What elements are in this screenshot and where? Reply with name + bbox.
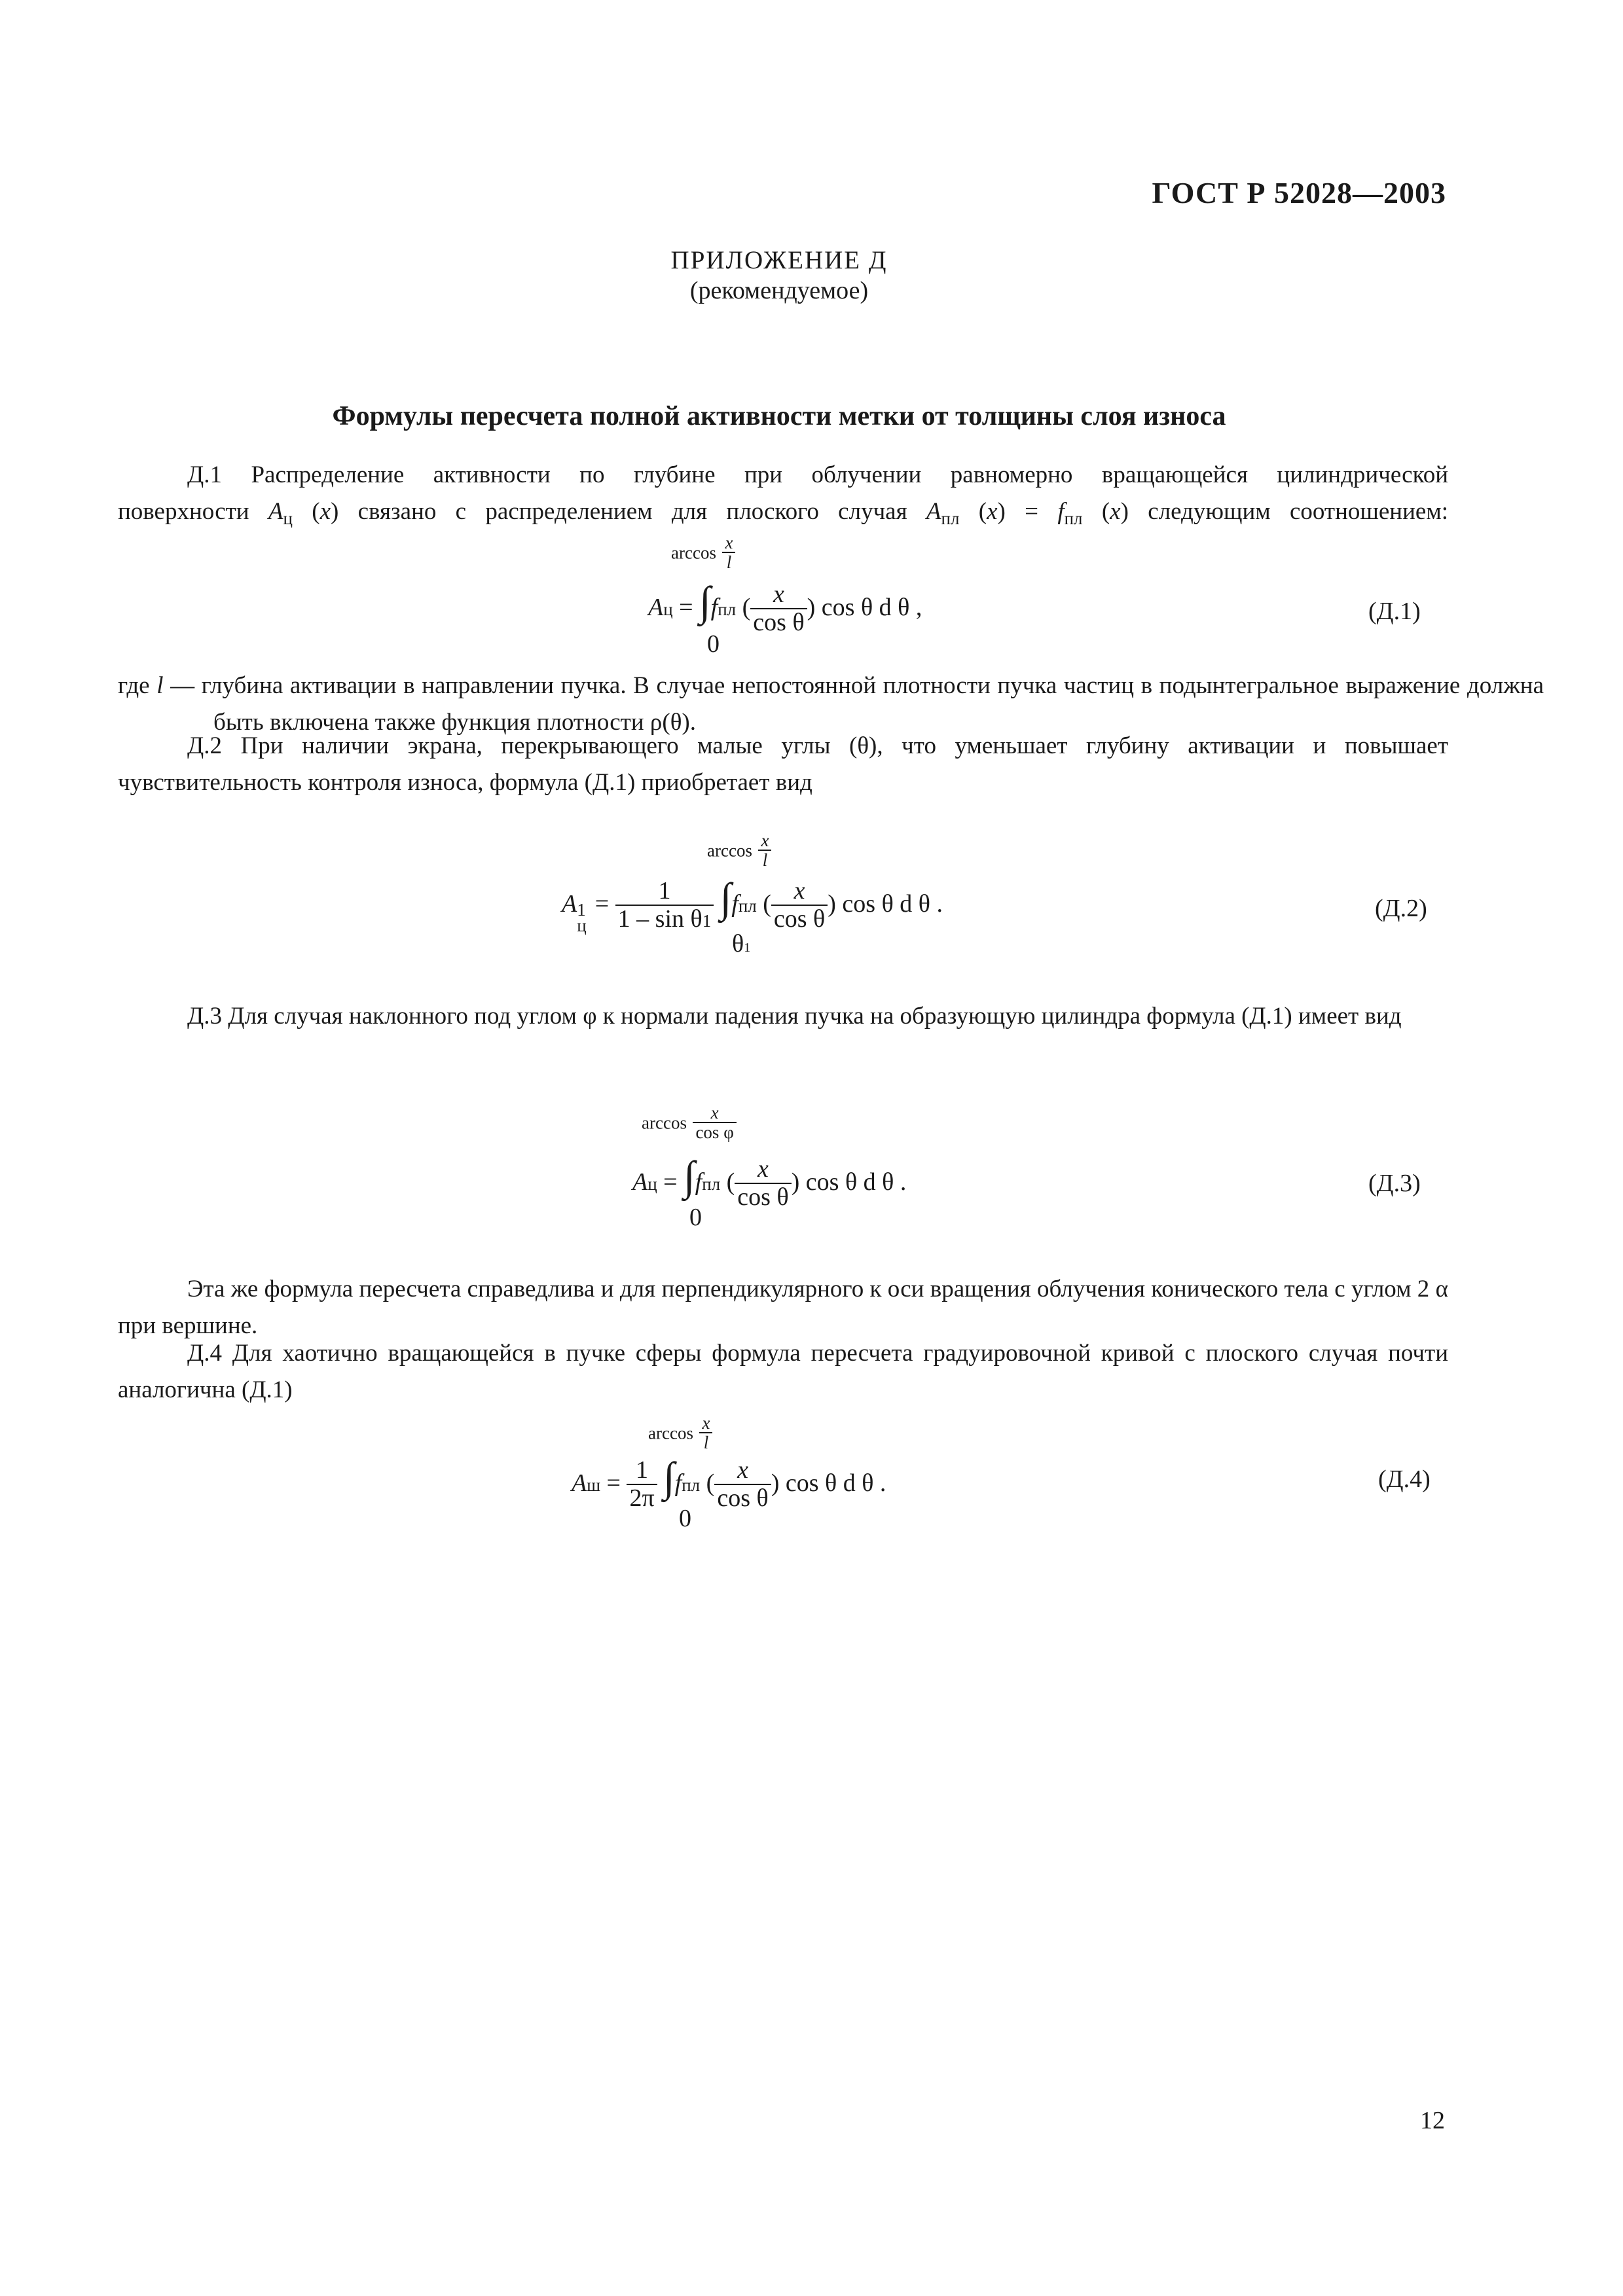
integrand-fraction [750,582,807,637]
integrand-sub: пл [702,1174,721,1194]
frac-num: x [722,533,735,553]
equals-sign: = [679,594,693,621]
arccos-label: arccos [671,543,716,563]
formula-d2-lower-limit [732,929,750,958]
frac-den: l [703,1433,709,1453]
arccos-label: arccos [642,1113,687,1133]
formula-d3: Aц = ∫fпл ( $\frac{x}{\text{cos θ}}$ ) cos θ d θ . [632,1153,907,1211]
formula-d1-lower-limit: 0 [707,630,720,658]
formula-d3-lower-limit: 0 [689,1204,702,1231]
formula-tail: ) cos θ d θ . [791,1168,907,1196]
upper-limit-fraction [758,831,771,870]
integrand-fraction [771,878,828,933]
math-sub: пл [941,509,960,528]
frac-num: x [758,831,771,851]
math-A: A [268,498,283,525]
equation-number: (Д.2) [1375,895,1427,922]
math-sub: пл [1064,509,1083,528]
frac-num: x [771,878,828,906]
arccos-label: arccos [648,1423,693,1443]
formula-tail: ) cos θ d θ , [807,594,922,621]
integrand-f: f [674,1469,682,1497]
frac-num: 1 [627,1458,657,1485]
formula-d1-upper-limit [671,533,735,573]
integrand-sub: пл [682,1475,701,1495]
lhs-symbol: A [648,594,664,621]
math-A: A [926,498,941,525]
page-number: 12 [1420,2107,1445,2134]
coefficient-fraction [627,1458,657,1513]
formula-d4-upper-limit [648,1414,712,1453]
formula-d1: Aц = ∫fпл ( $\frac{x}{\text{cos θ}}$ ) cos θ d θ , [648,578,922,637]
frac-den: l [762,850,768,870]
integrand-sub: пл [738,896,757,916]
frac-den: cos θ [753,609,805,637]
integrand-fraction [714,1458,771,1513]
paragraph-d4: Д.4 Для хаотично вращающейся в пучке сферы формула пересчета градуировочной кривой с плоского случая почти аналогична (Д.1) [118,1340,1448,1403]
integrand-f: f [710,594,718,621]
equals-sign: = [663,1168,678,1196]
frac-den-text: 1 – sin θ [617,905,702,933]
integral-sign: ∫ [720,874,732,921]
text-fragment: где [118,672,157,699]
section-title: Формулы пересчета полной активности метки от толщины слоя износа [332,401,1226,431]
lhs-symbol: A [572,1469,587,1497]
lower-limit: θ [732,930,744,958]
text-fragment: — глубина активации в направлении пучка. В случае непостоянной плотности пучка частиц в подынтегральное выражение должна быть включена также функция плотности ρ(θ). [163,672,1544,736]
text-fragment: поверхности [118,498,268,525]
appendix-title: ПРИЛОЖЕНИЕ Д [670,246,888,274]
text-fragment: связано с распределением для плоского случая [338,498,926,525]
lower-limit-sub: 1 [744,941,751,955]
formula-d4: Aш = $\frac{1}{2\pi}$ ∫fпл ( $\frac{x}{\text{cos θ}}$ ) cos θ d θ . [572,1454,886,1513]
paragraph-cone: Эта же формула пересчета справедлива и для перпендикулярного к оси вращения облучения конического тела с углом 2 α при вершине. [118,1276,1448,1339]
frac-den: cos θ [737,1183,789,1211]
frac-den: l [726,552,732,573]
math-x: x [319,498,331,525]
integrand-f: f [731,890,739,918]
paragraph-d2: Д.2 При наличии экрана, перекрывающего малые углы (θ), что уменьшает глубину активации и повышает чувствительность контроля износа, формула (Д.1) приобретает вид [118,732,1448,796]
formula-tail: ) cos θ d θ . [771,1469,886,1497]
formula-d4-lower-limit: 0 [679,1505,691,1532]
document-code: ГОСТ Р 52028—2003 [1152,176,1446,209]
frac-num: x [714,1458,771,1485]
integrand-fraction [735,1157,791,1211]
appendix-subtitle: (рекомендуемое) [689,277,869,304]
lhs-sub: ц [647,1174,657,1194]
coefficient-fraction [615,878,714,933]
lhs-sub: ц [577,916,587,935]
math-f: f [1057,498,1065,525]
integral-sign: ∫ [684,1153,695,1199]
equation-number: (Д.3) [1368,1170,1421,1197]
integrand-f: f [695,1168,702,1196]
upper-limit-fraction [722,533,735,573]
equation-number: (Д.4) [1378,1465,1431,1493]
upper-limit-fraction [693,1103,736,1143]
math-l: l [156,672,164,699]
frac-num: x [693,1103,736,1123]
frac-num: x [699,1414,712,1433]
paragraph-d1-line1: Д.1 Распределение активности по глубине при облучении равномерно вращающейся цилиндрической [187,461,1448,488]
integral-sign: ∫ [663,1454,675,1500]
equation-number: (Д.1) [1368,598,1421,625]
lhs-symbol: A [632,1168,648,1196]
equals-sign: = [594,890,610,918]
lhs-sub: ц [663,600,673,619]
equals-sign: = [606,1469,621,1497]
text-fragment: следующим соотношением: [1128,498,1449,525]
math-x: x [987,498,998,525]
frac-den: cos θ [717,1484,769,1513]
formula-d2: A 1 ц = $\frac{1}{\text{1 – sin θ1}}$ ∫fпл ( $\frac{x}{\text{cos θ}}$ ) cos θ d θ . [562,874,943,935]
lhs-sub: ш [587,1475,601,1495]
math-sub: ц [283,509,293,528]
lhs-sup: 1 [577,900,586,920]
lhs-symbol: A [562,890,577,918]
frac-num: x [750,582,807,609]
frac-den: cos φ [695,1122,734,1143]
upper-limit-fraction [699,1414,712,1453]
arccos-label: arccos [707,840,752,861]
frac-den-sub: 1 [702,911,712,931]
frac-den: cos θ [773,905,826,933]
formula-d3-upper-limit [642,1103,737,1143]
frac-den [615,906,714,933]
paragraph-d3: Д.3 Для случая наклонного под углом φ к нормали падения пучка на образующую цилиндра формула (Д.1) имеет вид [187,1003,1402,1030]
integral-sign: ∫ [699,578,711,624]
formula-d2-upper-limit [707,831,771,870]
formula-tail: ) cos θ d θ . [828,890,943,918]
frac-num: 1 [615,878,714,906]
frac-den: 2π [629,1484,655,1513]
integrand-sub: пл [718,600,737,619]
math-x: x [1110,498,1121,525]
frac-num: x [735,1157,791,1184]
paragraph-d1-line2: поверхности $A_ц$ (x) связано с распределением для плоского случая $A_{пл}$ $(x) = f_{пл}$ (x) следующим соотношением: [118,498,1449,528]
